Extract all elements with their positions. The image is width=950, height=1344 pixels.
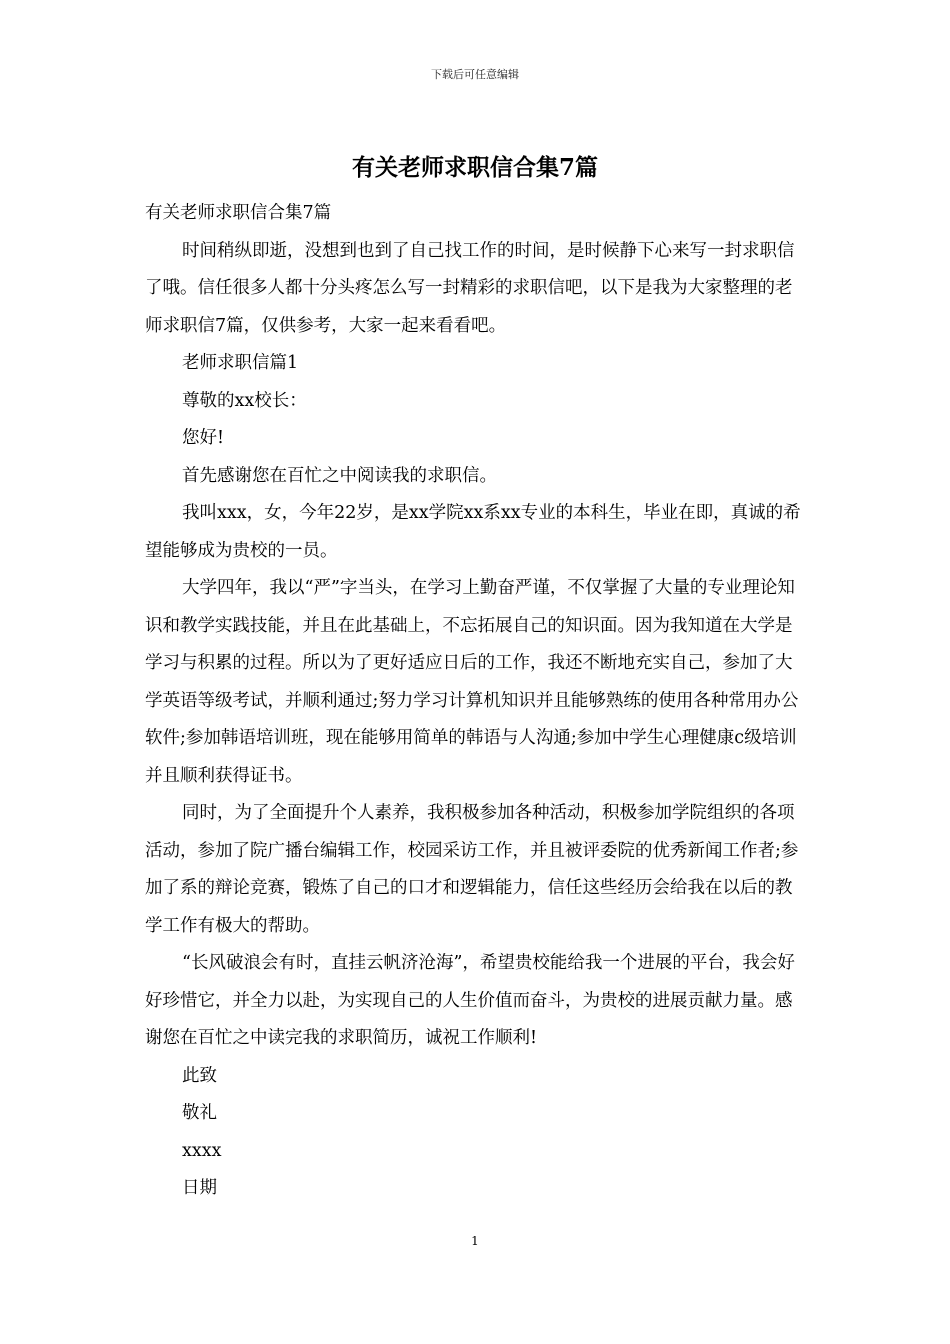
document-title: 有关老师求职信合集7篇 — [351, 154, 598, 181]
letter-body — [145, 195, 807, 1208]
greeting: 您好! — [182, 428, 225, 448]
sign-off: 此致 — [182, 1065, 217, 1086]
closing-paragraph: “长风破浪会有时，直挂云帆济沧海”，希望贵校能给我一个进展的平台，我会好好珍惜它，并全力以赴，为实现自己的人生价值而奋斗，为贵校的进展贡献力量。感谢您在百忙之中读完我的求职简历，诚祝工作顺利! — [145, 953, 795, 1048]
section-heading: 老师求职信篇1 — [182, 353, 299, 373]
regards: 敬礼 — [182, 1103, 217, 1123]
subtitle-paragraph: 有关老师求职信合集7篇 — [145, 203, 332, 223]
self-intro-paragraph: 我叫xxx，女，今年22岁，是xx学院xx系xx专业的本科生，毕业在即，真诚的希望能够成为贵校的一员。 — [145, 503, 801, 561]
page-number: 1 — [471, 1234, 479, 1248]
thanks-paragraph: 首先感谢您在百忙之中阅读我的求职信。 — [182, 465, 497, 486]
salutation: 尊敬的xx校长： — [182, 390, 307, 411]
date-line: 日期 — [182, 1178, 217, 1198]
activities-paragraph: 同时，为了全面提升个人素养，我积极参加各种活动，积极参加学院组织的各项活动，参加了院广播台编辑工作，校园采访工作，并且被评委院的优秀新闻工作者;参加了系的辩论竞赛，锻炼了自己的口才和逻辑能力，信任这些经历会给我在以后的教学工作有极大的帮助。 — [145, 803, 799, 936]
header-note: 下载后可任意编辑 — [431, 68, 519, 81]
intro-paragraph: 时间稍纵即逝，没想到也到了自己找工作的时间，是时候静下心来写一封求职信了哦。信任很多人都十分头疼怎么写一封精彩的求职信吧，以下是我为大家整理的老师求职信7篇，仅供参考，大家一起来看看吧。 — [145, 240, 795, 336]
study-paragraph: 大学四年，我以“严”字当头，在学习上勤奋严谨，不仅掌握了大量的专业理论知识和教学实践技能，并且在此基础上，不忘拓展自己的知识面。因为我知道在大学是学习与积累的过程。所以为了更好适应日后的工作，我还不断地充实自己，参加了大学英语等级考试，并顺利通过;努力学习计算机知识并且能够熟练的使用各种常用办公软件;参加韩语培训班，现在能够用简单的韩语与人沟通;参加中学生心理健康c级培训并且顺利获得证书。 — [145, 578, 799, 786]
signature: xxxx — [182, 1140, 222, 1161]
